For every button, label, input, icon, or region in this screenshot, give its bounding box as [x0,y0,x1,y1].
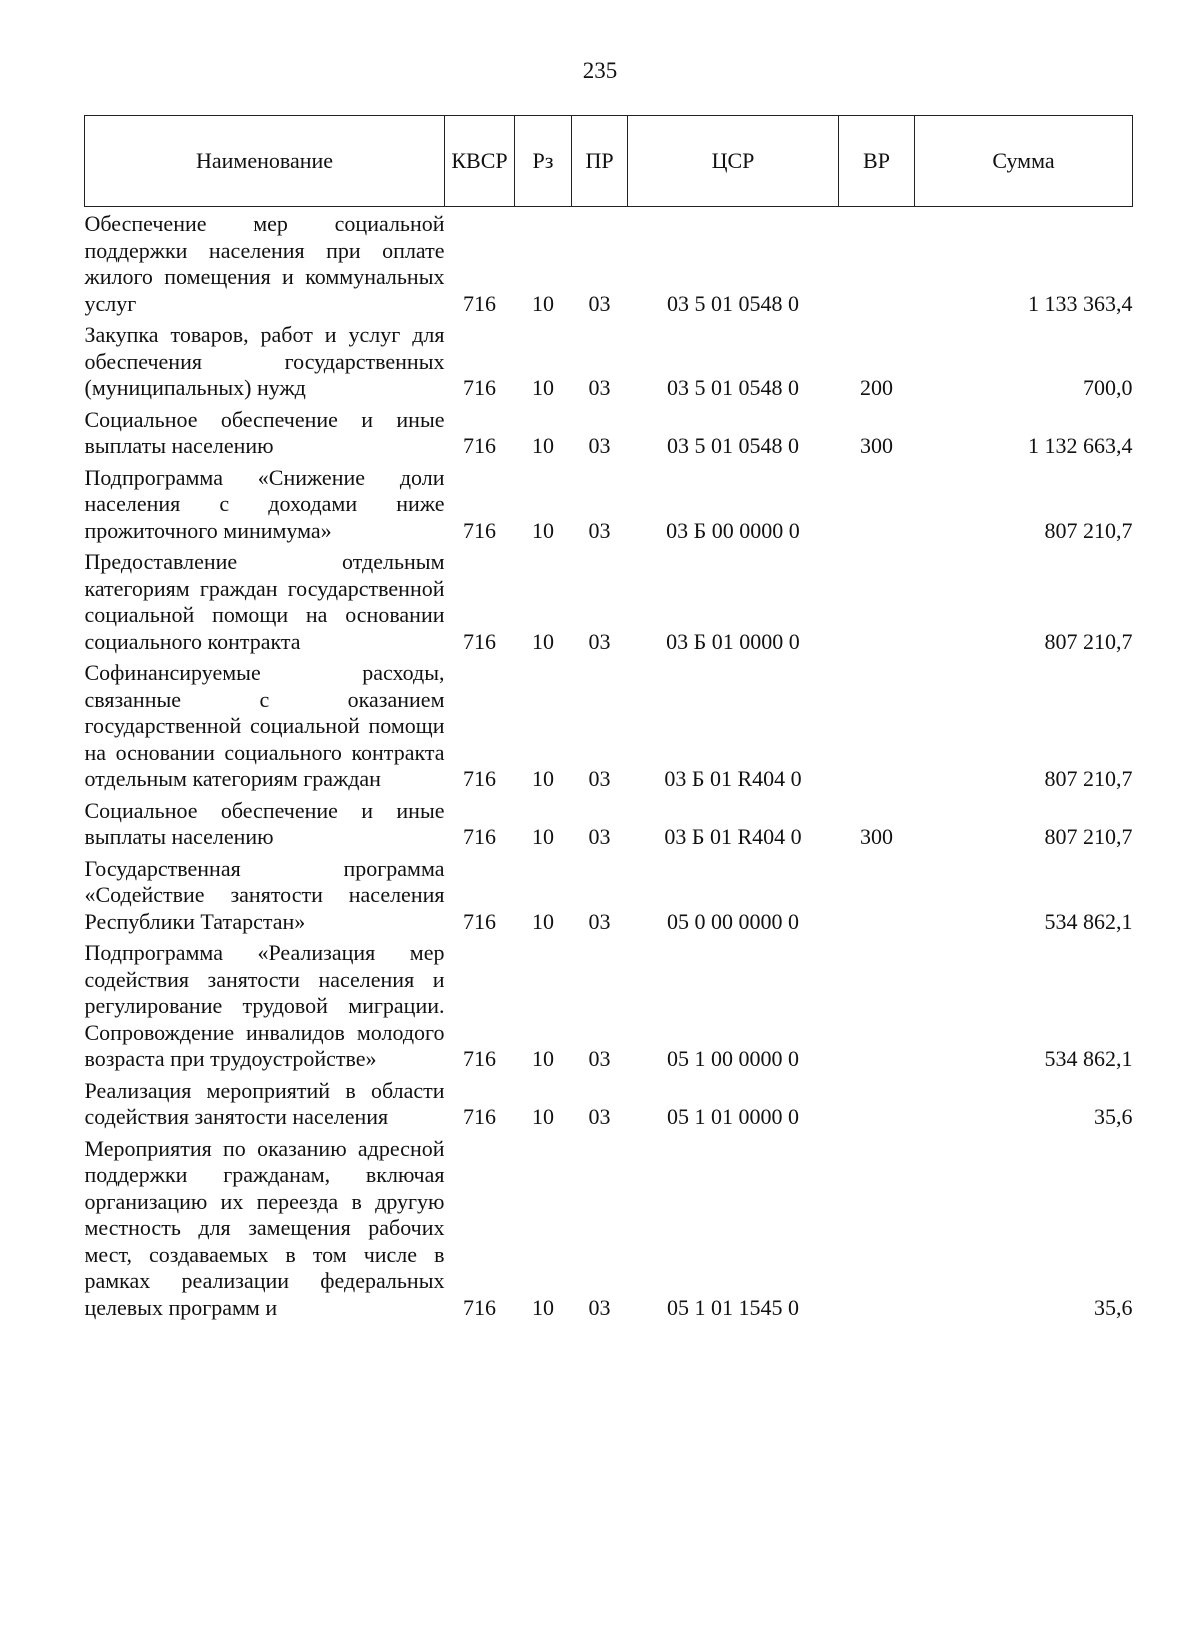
cell-pr: 03 [588,766,611,791]
header-name: Наименование [85,116,445,207]
cell-sum: 35,6 [1094,1104,1133,1129]
cell-name: Предоставление отдельным категориям граждан государственной социальной помощи на основании социального контракта [84,549,445,654]
cell-kvsr: 716 [463,375,496,400]
cell-sum: 700,0 [1083,375,1133,400]
cell-sum: 1 133 363,4 [1028,290,1133,316]
cell-vr: 300 [860,433,893,458]
table-row [85,1076,1133,1134]
cell-rz: 10 [532,908,554,934]
cell-name: Софинансируемые расходы, связанные с оказанием государственной социальной помощи на основании социального контракта отдельным категориям граждан [84,660,445,791]
table-row [85,854,1133,939]
cell-csr: 03 5 01 0548 0 [667,433,799,458]
cell-rz: 10 [532,824,554,849]
cell-csr: 03 5 01 0548 0 [667,375,799,400]
cell-vr [839,207,915,321]
table-row [85,207,1133,321]
table-row [85,405,1133,463]
cell-rz: 10 [532,1104,554,1129]
cell-sum: 534 862,1 [1044,1046,1133,1071]
cell-pr: 03 [588,517,611,543]
cell-csr: 05 1 01 0000 0 [667,1104,799,1129]
table-row [85,547,1133,658]
cell-sum: 807 210,7 [1044,517,1133,543]
cell-rz: 10 [532,290,554,316]
cell-sum: 807 210,7 [1044,628,1133,654]
cell-csr: 03 Б 01 R404 0 [664,766,802,791]
cell-pr: 03 [588,1104,611,1129]
cell-kvsr: 716 [463,1294,496,1320]
cell-sum: 1 132 663,4 [1028,433,1133,458]
cell-kvsr: 716 [463,1104,496,1129]
cell-csr: 03 5 01 0548 0 [667,290,799,316]
cell-pr: 03 [588,1294,611,1320]
cell-name: Подпрограмма «Реализация мер содействия занятости населения и регулирование трудовой миграции. Сопровождение инвалидов молодого возраста при трудоустройстве» [84,940,445,1071]
table-row [85,658,1133,796]
header-kvsr: КВСР [445,116,515,207]
cell-kvsr: 716 [463,628,496,654]
cell-vr [839,1134,915,1325]
cell-vr: 200 [860,375,893,400]
header-sum: Сумма [915,116,1133,207]
table-row [85,796,1133,854]
table-row [85,320,1133,405]
cell-rz: 10 [532,628,554,654]
cell-vr [839,854,915,939]
table-row [85,463,1133,548]
table-row [85,938,1133,1076]
cell-vr [839,938,915,1076]
table-header-row [85,116,1133,207]
cell-pr: 03 [588,628,611,654]
cell-kvsr: 716 [463,433,496,458]
cell-vr [839,658,915,796]
cell-name: Обеспечение мер социальной поддержки населения при оплате жилого помещения и коммунальных услуг [84,211,445,316]
cell-name: Подпрограмма «Снижение доли населения с доходами ниже прожиточного минимума» [84,464,445,543]
cell-csr: 05 0 00 0000 0 [667,908,799,934]
cell-pr: 03 [588,908,611,934]
table-row [85,1134,1133,1325]
cell-csr: 03 Б 01 R404 0 [664,824,802,849]
cell-sum: 807 210,7 [1044,824,1133,849]
cell-name: Социальное обеспечение и иные выплаты населению [84,406,445,458]
cell-kvsr: 716 [463,1046,496,1071]
cell-sum: 807 210,7 [1044,766,1133,791]
cell-kvsr: 716 [463,824,496,849]
cell-csr: 05 1 00 0000 0 [667,1046,799,1071]
cell-pr: 03 [588,375,611,400]
cell-kvsr: 716 [463,766,496,791]
cell-kvsr: 716 [463,908,496,934]
cell-rz: 10 [532,766,554,791]
cell-rz: 10 [532,433,554,458]
cell-pr: 03 [588,290,611,316]
cell-kvsr: 716 [463,290,496,316]
cell-sum: 534 862,1 [1044,908,1133,934]
cell-rz: 10 [532,1046,554,1071]
cell-pr: 03 [588,433,611,458]
header-rz: Рз [515,116,572,207]
cell-name: Социальное обеспечение и иные выплаты населению [84,797,445,849]
cell-name: Мероприятия по оказанию адресной поддержки гражданам, включая организацию их переезда в другую местность для замещения рабочих мест, создаваемых в том числе в рамках реализации федеральных целевых программ и [84,1135,445,1320]
header-vr: ВР [839,116,915,207]
cell-name: Реализация мероприятий в области содействия занятости населения [84,1077,445,1129]
budget-table [84,115,1133,1324]
cell-csr: 05 1 01 1545 0 [667,1294,799,1320]
cell-name: Закупка товаров, работ и услуг для обеспечения государственных (муниципальных) нужд [84,322,445,400]
cell-vr [839,463,915,548]
cell-vr: 300 [860,824,893,849]
header-pr: ПР [572,116,628,207]
cell-pr: 03 [588,1046,611,1071]
cell-name: Государственная программа «Содействие занятости населения Республики Татарстан» [84,855,445,934]
page-number: 235 [582,58,618,83]
cell-rz: 10 [532,517,554,543]
cell-vr [839,547,915,658]
header-csr: ЦСР [628,116,839,207]
cell-rz: 10 [532,375,554,400]
cell-sum: 35,6 [1094,1294,1133,1320]
cell-csr: 03 Б 00 0000 0 [666,517,800,543]
cell-kvsr: 716 [463,517,496,543]
cell-vr [839,1076,915,1134]
cell-rz: 10 [532,1294,554,1320]
cell-pr: 03 [588,824,611,849]
cell-csr: 03 Б 01 0000 0 [666,628,800,654]
